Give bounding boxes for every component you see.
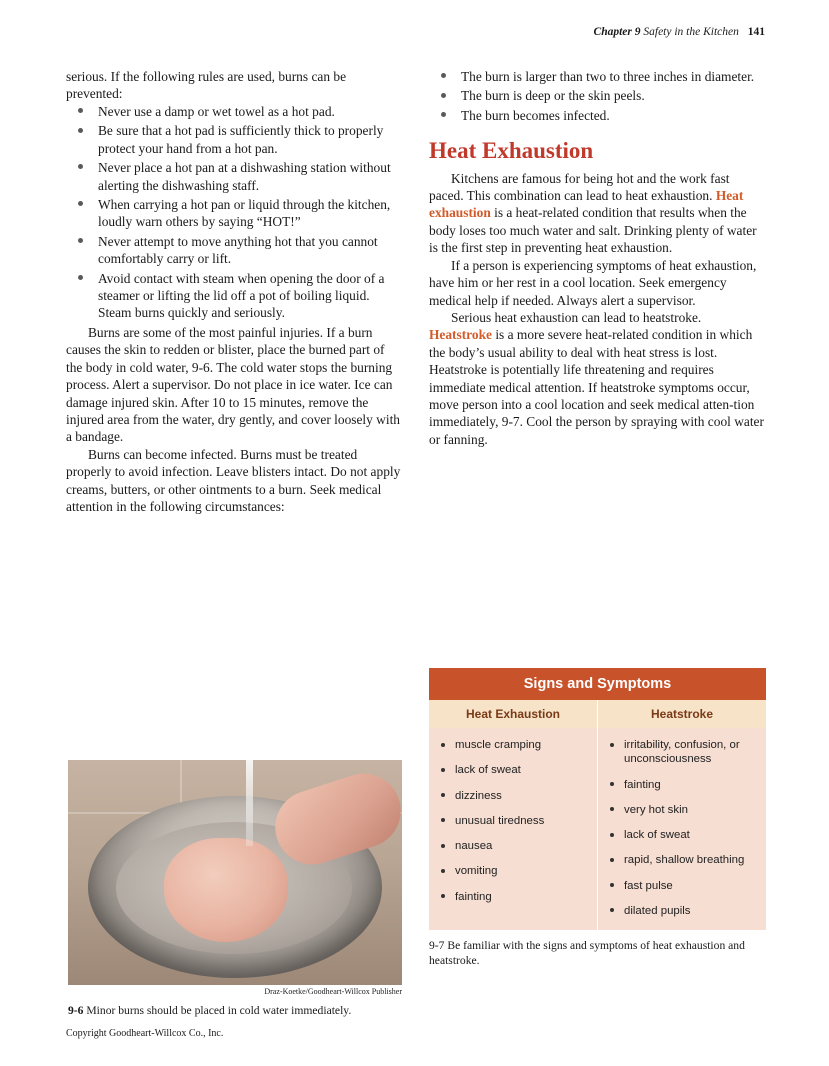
list-item-text: lack of sweat (624, 829, 690, 841)
table-title-row (429, 668, 766, 700)
bullet-dot-icon (441, 93, 446, 98)
heat-exhaustion-paragraph-2: If a person is experiencing symptoms of heat exhaustion, have him or her rest in a cool location. Seek emergency medical help if needed. Always alert a supervisor. (429, 257, 757, 308)
list-item (429, 87, 766, 104)
list-item (606, 853, 758, 867)
list-item-text: The burn is larger than two to three inches in diameter. (461, 69, 755, 84)
header-section: Safety in the Kitchen (643, 26, 739, 38)
column-header-heatstroke: Heatstroke (598, 700, 767, 728)
bullet-dot-icon (441, 844, 445, 848)
list-item-text: lack of sweat (455, 764, 521, 777)
page-number: 141 (747, 26, 765, 38)
figure-caption-9-6 (68, 1004, 402, 1019)
list-item (66, 122, 403, 157)
list-item (437, 839, 589, 853)
list-item-text: fainting (455, 890, 492, 903)
bullet-dot-icon (441, 793, 445, 797)
table-title: Signs and Symptoms (429, 668, 766, 700)
copyright-footer: Copyright Goodheart-Willcox Co., Inc. (66, 1028, 224, 1039)
list-item (606, 778, 758, 792)
bullet-dot-icon (610, 883, 614, 887)
list-item-text: The burn becomes infected. (461, 107, 610, 123)
list-item (66, 103, 403, 120)
section-heading-heat-exhaustion: Heat Exhaustion (429, 138, 594, 164)
caption-text: Be familiar with the signs and symptoms of heat exhaustion and heatstroke. (429, 939, 745, 967)
list-item (606, 879, 758, 893)
table-row (429, 728, 766, 930)
bullet-dot-icon (441, 743, 445, 747)
list-item-text: Never attempt to move anything hot that you cannot comfortably carry or lift. (98, 233, 378, 267)
list-item (66, 233, 403, 268)
caption-number: 9-7 (429, 939, 445, 952)
list-item (606, 738, 758, 767)
list-item (66, 159, 403, 194)
photo-hand-in-cold-water (68, 760, 402, 985)
list-item (437, 864, 589, 878)
bullet-dot-icon (610, 908, 614, 912)
list-item-text: The burn is deep or the skin peels. (461, 88, 645, 104)
bullet-dot-icon (78, 201, 83, 206)
burn-infection-paragraph: Burns can become infected. Burns must be treated properly to avoid infection. Leave blisters intact. Do not apply creams, butters, or other ointments to a burn. Seek medical attention in the following circumstances: (66, 446, 401, 515)
cell-heat-exhaustion-symptoms (429, 728, 598, 930)
bullet-dot-icon (441, 112, 446, 117)
header-chapter: Chapter 9 (593, 26, 641, 38)
burn-treatment-paragraph: Burns are some of the most painful injuries. If a burn causes the skin to redden or blister, place the burned part of the body in cold water, 9-6. The cold water stops the burning process. Alert a supervisor. Do not place in ice water. Ice can damage injured skin. After 10 to 15 minutes, remove the injured area from the water, dry gently, and cover loosely with a bandage. (66, 324, 400, 445)
caption-text: Minor burns should be placed in cold water immediately. (83, 1003, 352, 1017)
bullet-dot-icon (610, 743, 614, 747)
list-item-text: nausea (455, 840, 493, 852)
bullet-dot-icon (78, 275, 83, 280)
bullet-dot-icon (610, 807, 614, 811)
bullet-dot-icon (441, 73, 446, 78)
bullet-dot-icon (441, 894, 445, 898)
list-item (437, 814, 589, 828)
bullet-dot-icon (441, 869, 445, 873)
list-item (606, 828, 758, 842)
para3-part-b: is a more severe heat-related condition in which the body’s usual ability to deal with heat stress is lost. Heatstroke is potentially life threatening and requires immediate medical attention. If heatstroke symptoms occur, move person into a cool location and seek medical atten-tion immediately, 9-7. Cool the person by spraying with cool water or fanning. (429, 327, 764, 447)
list-item-text: vomiting (455, 865, 498, 878)
list-item (437, 763, 589, 777)
left-column (66, 68, 403, 516)
cell-heatstroke-symptoms (598, 728, 767, 930)
list-item (429, 107, 766, 124)
signs-and-symptoms-table (429, 668, 766, 930)
bullet-dot-icon (610, 782, 614, 786)
bullet-dot-icon (78, 108, 83, 113)
list-item-text: fast pulse (624, 879, 673, 892)
list-item (437, 738, 589, 752)
key-term-heatstroke: Heatstroke (429, 327, 492, 343)
heatstroke-symptom-list (606, 738, 758, 918)
list-item-text: very hot skin (624, 803, 688, 816)
figure-9-7 (429, 668, 766, 969)
water-stream (246, 760, 253, 846)
running-header (594, 26, 765, 38)
bullet-dot-icon (610, 858, 614, 862)
figure-9-6 (68, 760, 402, 1018)
list-item-text: muscle cramping (455, 739, 542, 751)
list-item-text: dizziness (455, 789, 502, 802)
list-item-text: Avoid contact with steam when opening the door of a steamer or lifting the lid off a pot of boiling liquid. Steam burns quickly and seriously. (98, 270, 385, 321)
burn-prevention-rules-list (66, 103, 403, 322)
list-item (606, 904, 758, 918)
list-item-text: dilated pupils (624, 904, 691, 917)
key-term-heat-exhaustion: Heat exhaustion (429, 187, 744, 221)
column-header-heat-exhaustion: Heat Exhaustion (429, 700, 598, 728)
list-item-text: Never place a hot pan at a dishwashing station without alerting the dishwashing staff. (98, 160, 391, 193)
intro-paragraph: serious. If the following rules are used, burns can be prevented: (66, 69, 347, 102)
list-item (606, 803, 758, 817)
hand (164, 838, 288, 942)
right-column (429, 68, 766, 448)
list-item-text: rapid, shallow breathing (624, 854, 745, 867)
bullet-dot-icon (441, 818, 445, 822)
heat-exhaustion-symptom-list (437, 738, 589, 904)
para1-part-b: is a heat-related condition that results when the body loses too much water and salt. Drinking plenty of water is the first step in preventing heat exhaustion. (429, 205, 757, 256)
list-item-text: unusual tiredness (455, 814, 545, 827)
list-item (66, 270, 403, 322)
list-item-text: Be sure that a hot pad is sufficiently thick to properly protect your hand from a hot pan. (98, 123, 384, 156)
list-item-text: fainting (624, 778, 661, 791)
list-item-text: Never use a damp or wet towel as a hot pad. (98, 103, 335, 119)
caption-number: 9-6 (68, 1003, 84, 1017)
para1-part-a: Kitchens are famous for being hot and the work fast paced. This combination can lead to heat exhaustion. (429, 170, 730, 203)
medical-attention-list (429, 68, 766, 124)
photo-credit: Draz-Koetke/Goodheart-Willcox Publisher (264, 987, 402, 996)
list-item (66, 196, 403, 231)
list-item (429, 68, 766, 85)
bullet-dot-icon (78, 238, 83, 243)
list-item-text: When carrying a hot pan or liquid through the kitchen, loudly warn others by saying “HOT!” (98, 196, 391, 230)
list-item-text: irritability, confusion, or unconsciousness (624, 739, 740, 766)
para3-part-a: Serious heat exhaustion can lead to heatstroke. (451, 309, 702, 325)
bullet-dot-icon (78, 128, 83, 133)
bullet-dot-icon (610, 833, 614, 837)
heat-exhaustion-paragraph-1 (429, 170, 766, 257)
bullet-dot-icon (441, 768, 445, 772)
bullet-dot-icon (78, 164, 83, 169)
heatstroke-paragraph (429, 309, 766, 448)
figure-caption-9-7 (429, 939, 766, 969)
list-item (437, 789, 589, 803)
list-item (437, 890, 589, 904)
table-header-row (429, 700, 766, 728)
